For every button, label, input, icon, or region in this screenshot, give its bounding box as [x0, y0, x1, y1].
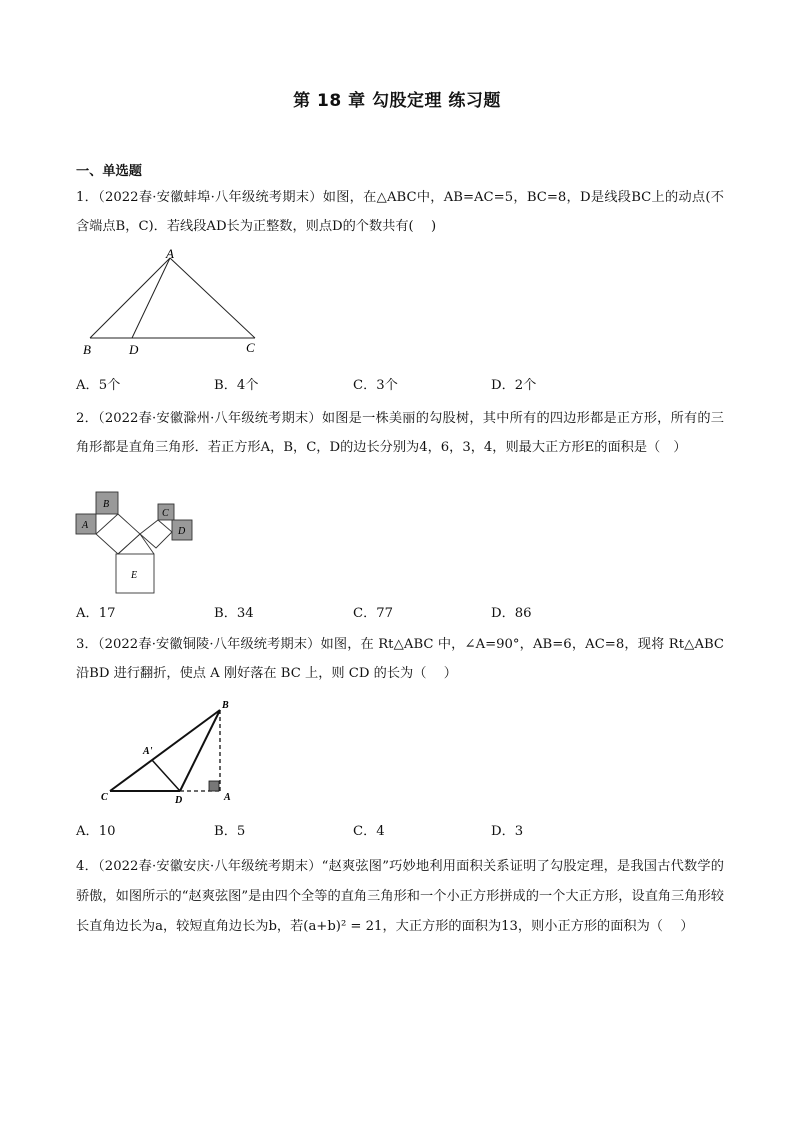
question-4-text: 4．（2022春·安徽安庆·八年级统考期末）“赵爽弦图”巧妙地利用面积关系证明了勾股定理，是我国古代数学的骄傲，如图所示的“赵爽弦图”是由四个全等的直角三角形和一个小正方形拼成的一个大正方形，设直角三角形较长直角边长为a，较短直角边长为b，若(a+b)² = 21，大正方形的面积为13，则小正方形的面积为（ ）	[76, 859, 724, 934]
label-a: A	[166, 246, 174, 261]
question-3-text: 3．（2022春·安徽铜陵·八年级统考期末）如图，在 Rt△ABC 中，∠A=90°，AB=6，AC=8，现将 Rt△ABC 沿BD 进行翻折，使点 A 刚好落在 BC 上，则 CD 的长为（ ）	[76, 637, 724, 681]
label-c: C	[246, 340, 255, 355]
option-b[interactable]: B．5	[214, 824, 246, 839]
option-a[interactable]: A．10	[76, 824, 116, 839]
label-d: D	[178, 526, 186, 537]
question-3-figure	[96, 696, 246, 808]
label-b: B	[222, 700, 229, 711]
label-d: D	[129, 342, 139, 357]
option-d[interactable]: D．3	[491, 824, 524, 839]
option-a[interactable]: A．5个	[76, 378, 121, 393]
label-a-prime: A'	[143, 746, 153, 757]
label-e: E	[131, 570, 138, 581]
label-b: B	[83, 342, 91, 357]
option-b[interactable]: B．4个	[214, 378, 259, 393]
option-d[interactable]: D．2个	[491, 378, 537, 393]
option-d[interactable]: D．86	[491, 606, 532, 621]
option-b[interactable]: B．34	[214, 606, 254, 621]
question-1-text: 1．（2022春·安徽蚌埠·八年级统考期末）如图，在△ABC中，AB=AC=5，BC=8，D是线段BC上的动点(不含端点B，C)．若线段AD长为正整数，则点D的个数共有( )	[76, 190, 724, 234]
label-c: C	[101, 792, 108, 803]
label-a: A	[224, 792, 231, 803]
page-title: 第 18 章 勾股定理 练习题	[293, 91, 501, 111]
label-a: A	[82, 520, 89, 531]
option-c[interactable]: C．77	[353, 606, 394, 621]
option-c[interactable]: C．4	[353, 824, 385, 839]
question-2-options	[76, 602, 676, 622]
question-1-options	[76, 374, 676, 394]
label-b: B	[103, 499, 110, 510]
question-2-figure	[76, 492, 196, 596]
question-2-text: 2．（2022春·安徽滁州·八年级统考期末）如图是一株美丽的勾股树，其中所有的四边形都是正方形，所有的三角形都是直角三角形．若正方形A，B，C，D的边长分别为4，6，3，4，则最大正方形E的面积是（ ）	[76, 411, 724, 455]
question-3-options	[76, 820, 676, 840]
label-d: D	[175, 795, 183, 806]
option-a[interactable]: A．17	[76, 606, 116, 621]
section-heading: 一、单选题	[76, 164, 142, 179]
question-1-figure	[76, 244, 276, 359]
option-c[interactable]: C．3个	[353, 378, 398, 393]
label-c: C	[162, 508, 169, 519]
